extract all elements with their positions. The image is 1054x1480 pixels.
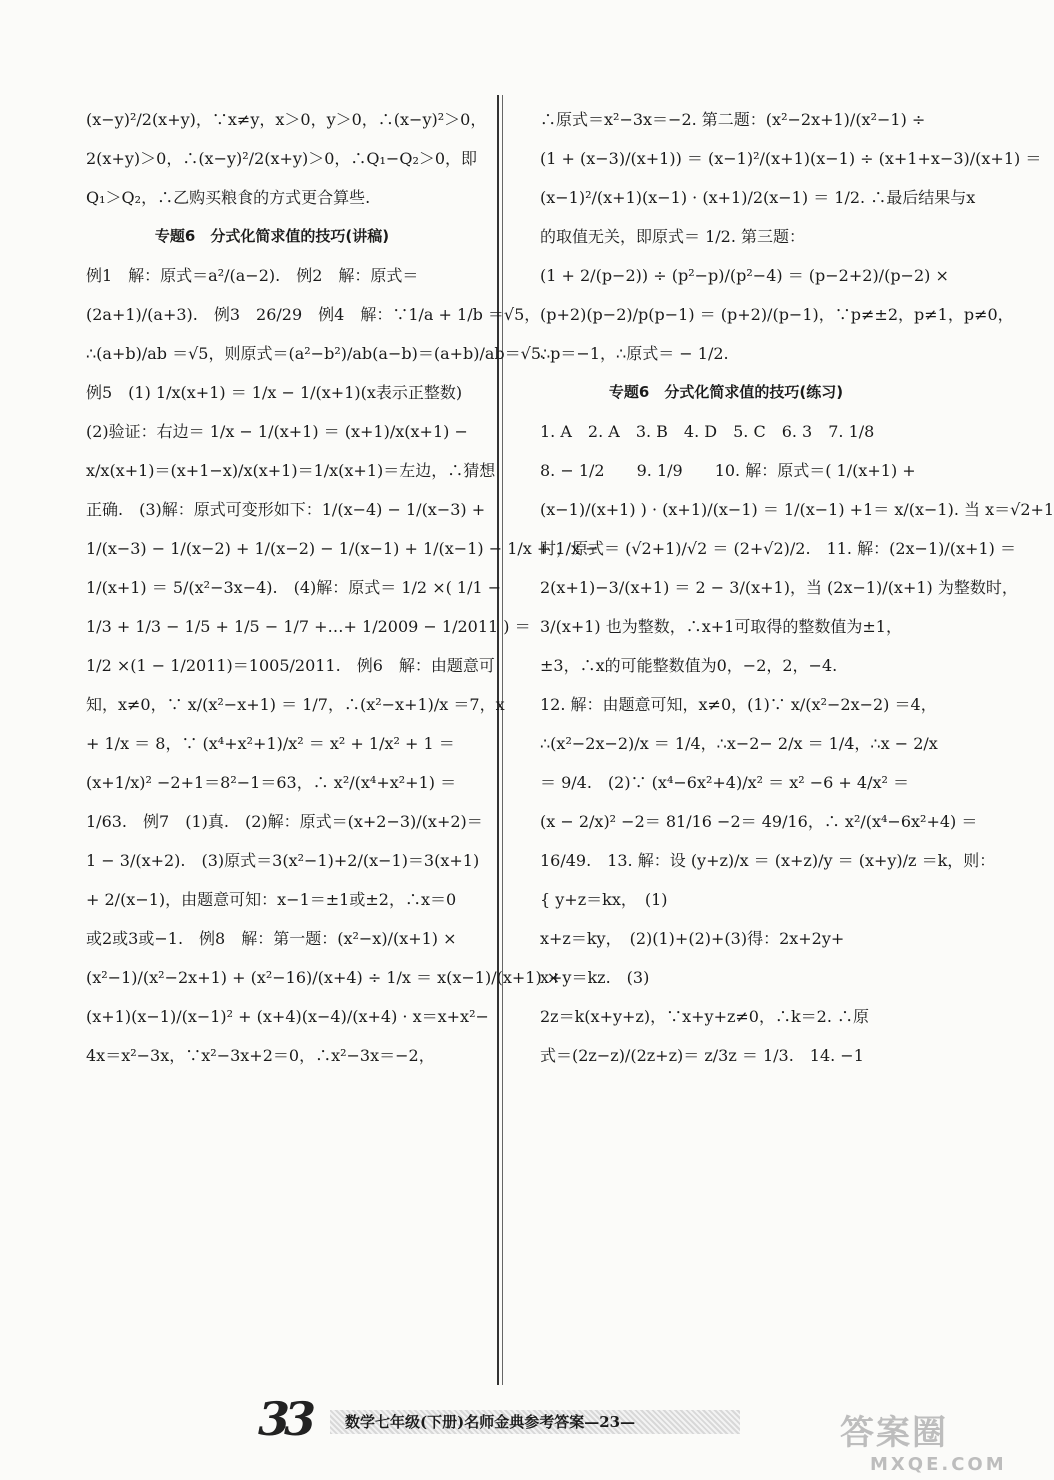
- text-line: 正确. (3)解：原式可变形如下：1/(x−4) − 1/(x−3) +: [86, 500, 486, 519]
- text-line: + 1/x ＝ 8，∵ (x⁴+x²+1)/x² ＝ x² + 1/x² + 1 ＝: [86, 734, 455, 753]
- text-line: (2)验证：右边＝ 1/x − 1/(x+1) ＝ (x+1)/x(x+1) −: [86, 422, 468, 441]
- text-line: 例5 (1) 1/x(x+1) ＝ 1/x − 1/(x+1)(x表示正整数): [86, 383, 463, 402]
- text-line: 的取值无关，即原式＝ 1/2. 第三题：: [540, 227, 806, 246]
- watermark: [840, 1405, 1007, 1475]
- text-line: 或2或3或−1. 例8 解：第一题：(x²−x)/(x+1) ×: [86, 929, 457, 948]
- text-line: ∴原式＝x²−3x＝−2. 第二题：(x²−2x+1)/(x²−1) ÷: [540, 110, 926, 129]
- text-line: (x−1)²/(x+1)(x−1) · (x+1)/2(x−1) ＝ 1/2. ∴最后结果与x: [540, 188, 976, 207]
- text-line: ±3，∴x的可能整数值为0，−2，2，−4.: [540, 656, 838, 675]
- logo: 33: [258, 1392, 311, 1446]
- footer-text: 数学七年级(下册)名师金典参考答案—23—: [345, 1413, 636, 1431]
- text-line: 2(x+1)−3/(x+1) ＝ 2 − 3/(x+1)，当 (2x−1)/(x+1) 为整数时，: [540, 578, 1018, 597]
- column-divider: [497, 95, 499, 1385]
- text-line: 知，x≠0，∵ x/(x²−x+1) ＝ 1/7，∴(x²−x+1)/x ＝7，x: [86, 695, 505, 714]
- text-line: 时，原式＝ (√2+1)/√2 ＝ (2+√2)/2. 11. 解：(2x−1)/(x+1) ＝: [540, 539, 1016, 558]
- text-line: 16/49. 13. 解：设 (y+z)/x ＝ (x+z)/y ＝ (x+y)/z ＝k，则：: [540, 851, 996, 870]
- text-line: x/x(x+1)＝(x+1−x)/x(x+1)＝1/x(x+1)＝左边，∴猜想: [86, 461, 496, 480]
- section-heading: 专题6 分式化简求值的技巧(讲稿): [154, 227, 390, 245]
- text-line: (1 + (x−3)/(x+1)) ＝ (x−1)²/(x+1)(x−1) ÷ (x+1+x−3)/(x+1) ＝: [540, 149, 1042, 168]
- watermark-main: 答案圈: [840, 1413, 948, 1453]
- text-line: 1 − 3/(x+2). (3)原式＝3(x²−1)+2/(x−1)＝3(x+1): [86, 851, 480, 870]
- text-line: ∴(a+b)/ab ＝√5，则原式＝(a²−b²)/ab(a−b)＝(a+b)/ab＝√5.: [86, 344, 547, 363]
- text-line: (x+1/x)² −2+1＝8²−1＝63，∴ x²/(x⁴+x²+1) ＝: [86, 773, 457, 792]
- text-line: ∴(x²−2x−2)/x ＝ 1/4，∴x−2− 2/x ＝ 1/4，∴x − 2/x: [540, 734, 938, 753]
- text-line: 例1 解：原式＝a²/(a−2). 例2 解：原式＝: [86, 266, 419, 285]
- text-line: 12. 解：由题意可知，x≠0，(1)∵ x/(x²−2x−2) ＝4，: [540, 695, 937, 714]
- text-line: 1/(x−3) − 1/(x−2) + 1/(x−2) − 1/(x−1) + 1/(x−1) − 1/x + 1/x −: [86, 539, 599, 558]
- text-line: 式＝(2z−z)/(2z+z)＝ z/3z ＝ 1/3. 14. −1: [540, 1046, 864, 1065]
- text-line: 4x＝x²−3x，∵x²−3x+2＝0，∴x²−3x＝−2，: [86, 1046, 435, 1065]
- section-heading: 专题6 分式化简求值的技巧(练习): [608, 383, 844, 401]
- text-line: { y+z＝kx， (1): [540, 890, 668, 909]
- text-line: 2z＝k(x+y+z)，∵x+y+z≠0，∴k＝2. ∴原: [540, 1007, 870, 1026]
- text-line: + 2/(x−1)，由题意可知：x−1＝±1或±2，∴x＝0: [86, 890, 457, 909]
- text-line: Q₁＞Q₂，∴乙购买粮食的方式更合算些.: [86, 188, 371, 207]
- text-line: 8. − 1/2 9. 1/9 10. 解：原式＝( 1/(x+1) +: [540, 461, 916, 480]
- text-line: x+z＝ky， (2)(1)+(2)+(3)得：2x+2y+: [540, 929, 845, 948]
- text-line: (x−y)²/2(x+y)，∵x≠y，x＞0，y＞0，∴(x−y)²＞0，: [86, 110, 487, 129]
- column-divider-thin: [502, 95, 503, 1385]
- text-line: (1 + 2/(p−2)) ÷ (p²−p)/(p²−4) ＝ (p−2+2)/(p−2) ×: [540, 266, 949, 285]
- watermark-sub: MXQE.COM: [870, 1454, 1007, 1475]
- text-line: x+y＝kz. (3): [540, 968, 650, 987]
- right-column: [540, 100, 1054, 1075]
- text-line: (x−1)/(x+1) ) · (x+1)/(x−1) ＝ 1/(x−1) +1＝ x/(x−1). 当 x＝√2+1: [540, 500, 1054, 519]
- text-line: (2a+1)/(a+3). 例3 26/29 例4 解：∵1/a + 1/b ＝√5，: [86, 305, 541, 324]
- text-line: 1/(x+1) ＝ 5/(x²−3x−4). (4)解：原式＝ 1/2 ×( 1/1 −: [86, 578, 502, 597]
- text-line: (p+2)(p−2)/p(p−1) ＝ (p+2)/(p−1)，∵p≠±2，p≠1，p≠0，: [540, 305, 1014, 324]
- text-line: ∴p＝−1，∴原式＝ − 1/2.: [540, 344, 729, 363]
- text-line: 3/(x+1) 也为整数，∴x+1可取得的整数值为±1，: [540, 617, 902, 636]
- text-line: (x+1)(x−1)/(x−1)² + (x+4)(x−4)/(x+4) · x＝x+x²−: [86, 1007, 489, 1026]
- text-line: 1/3 + 1/3 − 1/5 + 1/5 − 1/7 +…+ 1/2009 − 1/2011 ) ＝: [86, 617, 531, 636]
- text-line: ＝ 9/4. (2)∵ (x⁴−6x²+4)/x² ＝ x² −6 + 4/x² ＝: [540, 773, 909, 792]
- text-line: 1/63. 例7 (1)真. (2)解：原式＝(x+2−3)/(x+2)＝: [86, 812, 483, 831]
- text-line: 1/2 ×(1 − 1/2011)＝1005/2011. 例6 解：由题意可: [86, 656, 495, 675]
- text-line: 2(x+y)＞0，∴(x−y)²/2(x+y)＞0，∴Q₁−Q₂＞0，即: [86, 149, 478, 168]
- text-line: (x²−1)/(x²−2x+1) + (x²−16)/(x+4) ÷ 1/x ＝ x(x−1)/(x+1) ×: [86, 968, 561, 987]
- text-line: 1. A 2. A 3. B 4. D 5. C 6. 3 7. 1/8: [540, 422, 875, 441]
- text-line: (x − 2/x)² −2＝ 81/16 −2＝ 49/16，∴ x²/(x⁴−6x²+4) ＝: [540, 812, 978, 831]
